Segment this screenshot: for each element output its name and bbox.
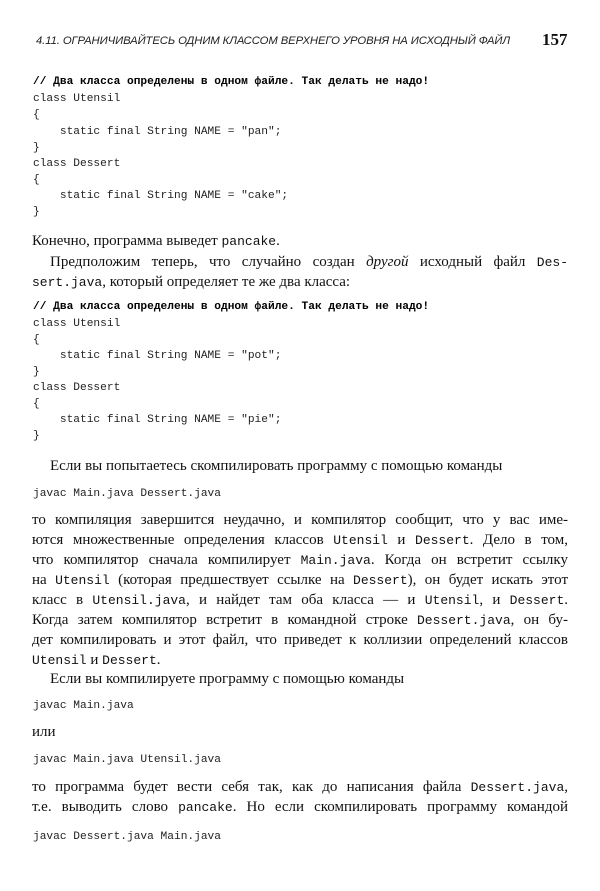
code-line: static final String NAME = "pan"; <box>33 126 282 138</box>
command-2: javac Main.java <box>33 700 134 712</box>
code-line: class Dessert <box>33 382 121 394</box>
code-line: class Dessert <box>33 158 121 170</box>
paragraph-6-line-2: т.е. выводить слово pancake. Но если скомпилировать программу командой <box>32 799 568 815</box>
code-line: static final String NAME = "pot"; <box>33 350 282 362</box>
code-line: class Utensil <box>33 93 121 105</box>
command-1: javac Main.java Dessert.java <box>33 488 221 500</box>
paragraph-4-line: Когда затем компилятор встретит в командной строке Dessert.java, он бу- <box>32 612 568 628</box>
code-line: // Два класса определены в одном файле. Так делать не надо! <box>33 76 430 88</box>
code-line: } <box>33 206 40 218</box>
command-4: javac Dessert.java Main.java <box>33 831 221 843</box>
paragraph-4-line: Utensil и Dessert. <box>32 652 161 668</box>
running-header: 4.11. ОГРАНИЧИВАЙТЕСЬ ОДНИМ КЛАССОМ ВЕРХНЕГО УРОВНЯ НА ИСХОДНЫЙ ФАЙЛ <box>36 35 511 47</box>
paragraph-4-line: дет компилировать и этот файл, что приведет к коллизии определений классов <box>32 632 568 648</box>
paragraph-1: Конечно, программа выведет pancake. <box>32 233 280 249</box>
paragraph-4-line: на Utensil (которая предшествует ссылке на Dessert), он будет искать этот <box>32 572 569 588</box>
command-3: javac Main.java Utensil.java <box>33 754 221 766</box>
code-line: { <box>33 398 40 410</box>
code-line: { <box>33 109 40 121</box>
code-line: { <box>33 334 40 346</box>
paragraph-4-line: ются множественные определения классов Utensil и Dessert. Дело в том, <box>32 532 569 548</box>
code-line: // Два класса определены в одном файле. Так делать не надо! <box>33 301 430 313</box>
paragraph-3: Если вы попытаетесь скомпилировать программу с помощью команды <box>50 458 503 474</box>
code-line: static final String NAME = "pie"; <box>33 414 282 426</box>
paragraph-4-line: то компиляция завершится неудачно, и компилятор сообщит, что у вас име- <box>32 512 568 528</box>
paragraph-4-line: класс в Utensil.java, и найдет там оба класса — и Utensil, и Dessert. <box>32 592 568 608</box>
page-number: 157 <box>542 30 568 49</box>
code-line: static final String NAME = "cake"; <box>33 190 289 202</box>
paragraph-2-line-2: sert.java, который определяет те же два класса: <box>32 274 351 290</box>
code-line: class Utensil <box>33 318 121 330</box>
or-word: или <box>32 724 56 740</box>
code-line: { <box>33 174 40 186</box>
paragraph-5: Если вы компилируете программу с помощью команды <box>50 671 405 687</box>
code-line: } <box>33 366 40 378</box>
paragraph-4-line: что компилятор сначала компилирует Main.java. Когда он встретит ссылку <box>32 552 568 568</box>
code-line: } <box>33 430 40 442</box>
paragraph-2-line-1: Предположим теперь, что случайно создан другой исходный файл Des- <box>50 254 569 270</box>
code-line: } <box>33 142 40 154</box>
paragraph-6-line-1: то программа будет вести себя так, как до написания файла Dessert.java, <box>32 779 568 795</box>
